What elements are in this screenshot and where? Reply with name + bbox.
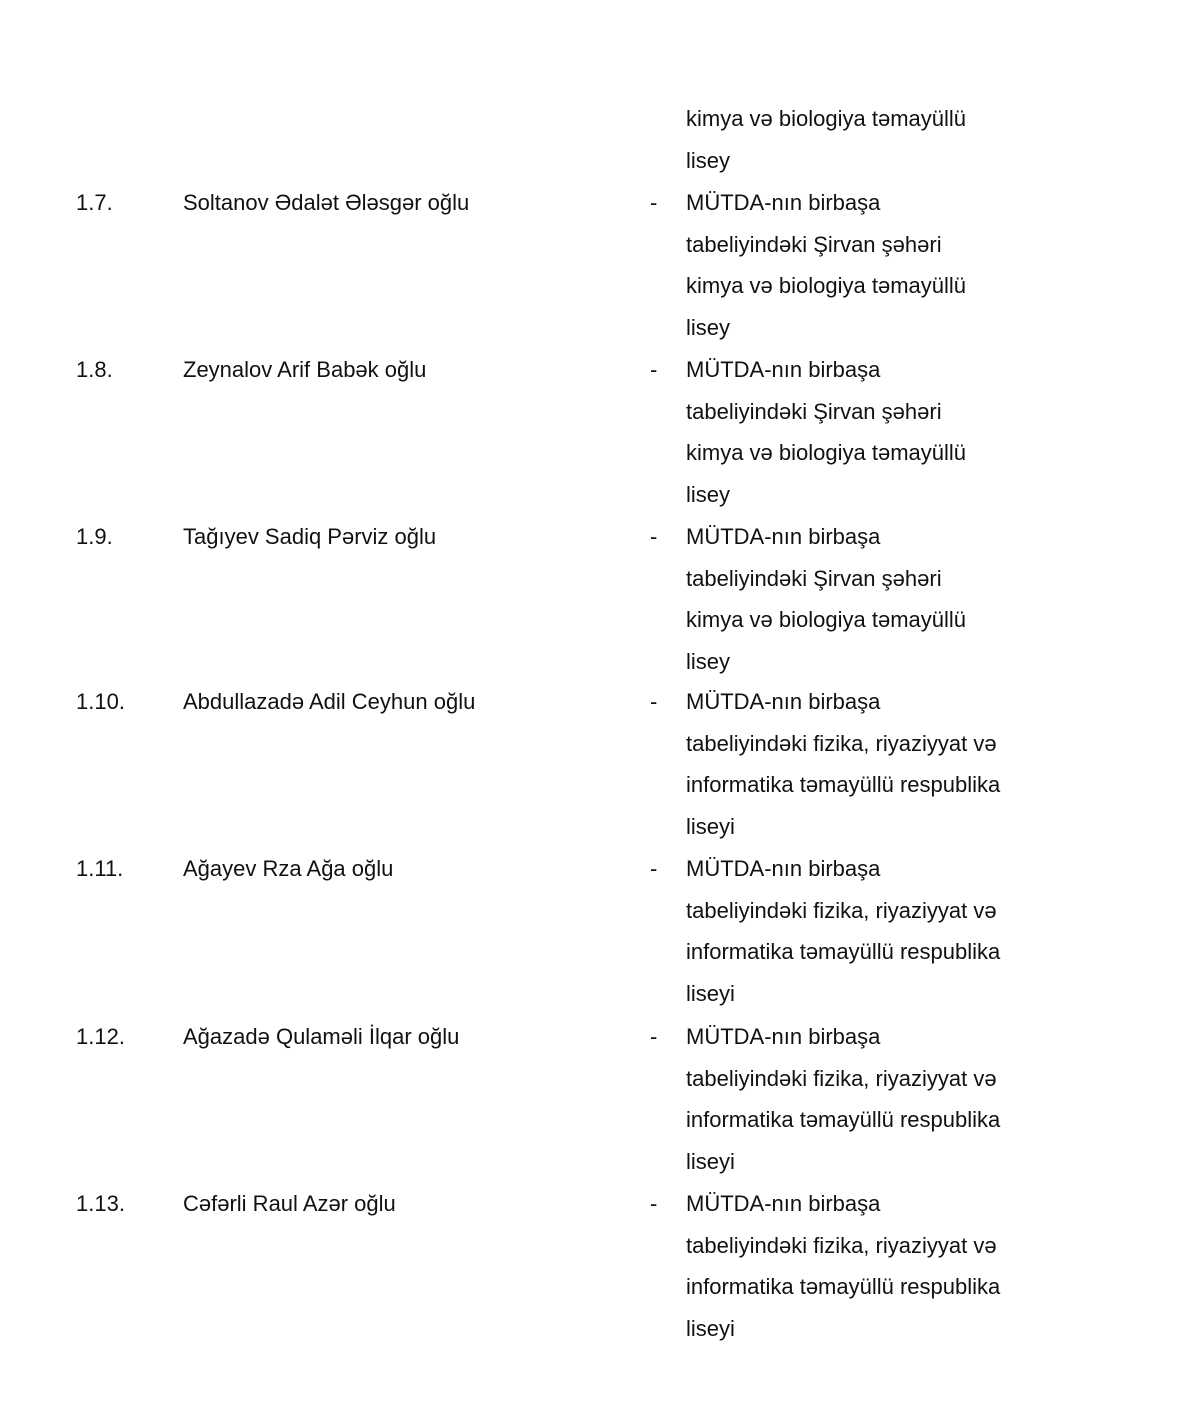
description-line: kimya və biologiya təmayüllü — [686, 607, 967, 633]
description-line: tabeliyindəki fizika, riyaziyyat və — [686, 1232, 997, 1258]
description-line: kimya və biologiya təmayüllü — [686, 273, 967, 299]
description-line: informatika təmayüllü respublika — [686, 1107, 1001, 1133]
description-line: tabeliyindəki fizika, riyaziyyat və — [686, 730, 997, 756]
institution-description — [686, 349, 966, 516]
description-line: tabeliyindəki fizika, riyaziyyat və — [686, 1065, 997, 1091]
separator-dash: - — [650, 357, 658, 382]
person-name: Ağazadə Qulaməli İlqar oğlu — [183, 1024, 460, 1049]
description-line: MÜTDA-nın birbaşa — [686, 1191, 881, 1216]
item-number: 1.8. — [76, 357, 113, 382]
item-number: 1.9. — [76, 524, 113, 549]
description-line: tabeliyindəki fizika, riyaziyyat və — [686, 897, 997, 923]
description-line: tabeliyindəki Şirvan şəhəri — [686, 398, 942, 424]
institution-description — [686, 1016, 1000, 1183]
description-line: informatika təmayüllü respublika — [686, 1274, 1001, 1300]
description-line: MÜTDA-nın birbaşa — [686, 524, 881, 549]
description-line: kimya və biologiya təmayüllü — [686, 440, 967, 466]
description-line: lisey — [686, 147, 731, 173]
description-line: kimya və biologiya təmayüllü — [686, 106, 967, 131]
institution-description — [686, 1183, 1000, 1350]
separator-dash: - — [650, 190, 658, 215]
institution-description — [686, 516, 966, 683]
continued-description — [686, 98, 966, 181]
separator-dash: - — [650, 856, 658, 881]
item-number: 1.12. — [76, 1024, 125, 1049]
item-number: 1.11. — [76, 856, 124, 881]
institution-description — [686, 681, 1000, 848]
description-line: liseyi — [686, 1149, 735, 1175]
person-name: Cəfərli Raul Azər oğlu — [183, 1191, 396, 1216]
description-line: liseyi — [686, 814, 735, 840]
institution-description — [686, 848, 1000, 1015]
separator-dash: - — [650, 1191, 658, 1216]
description-line: tabeliyindəki Şirvan şəhəri — [686, 231, 942, 257]
person-name: Zeynalov Arif Babək oğlu — [183, 357, 427, 382]
description-line: lisey — [686, 649, 731, 675]
person-name: Ağayev Rza Ağa oğlu — [183, 856, 394, 881]
description-line: tabeliyindəki Şirvan şəhəri — [686, 565, 942, 591]
description-line: MÜTDA-nın birbaşa — [686, 190, 881, 215]
person-name: Abdullazadə Adil Ceyhun oğlu — [183, 689, 476, 714]
item-number: 1.7. — [76, 190, 113, 215]
description-line: informatika təmayüllü respublika — [686, 939, 1001, 965]
description-line: informatika təmayüllü respublika — [686, 772, 1001, 798]
description-line: liseyi — [686, 981, 735, 1007]
item-number: 1.10. — [76, 689, 125, 714]
item-number: 1.13. — [76, 1191, 125, 1216]
description-line: MÜTDA-nın birbaşa — [686, 689, 881, 714]
description-line: MÜTDA-nın birbaşa — [686, 1024, 881, 1049]
separator-dash: - — [650, 1024, 658, 1049]
institution-description — [686, 182, 966, 349]
description-line: MÜTDA-nın birbaşa — [686, 357, 881, 382]
separator-dash: - — [650, 689, 658, 714]
person-name: Soltanov Ədalət Ələsgər oğlu — [183, 190, 470, 215]
description-line: lisey — [686, 315, 731, 341]
description-line: lisey — [686, 482, 731, 508]
description-line: liseyi — [686, 1316, 735, 1342]
description-line: MÜTDA-nın birbaşa — [686, 856, 881, 881]
person-name: Tağıyev Sadiq Pərviz oğlu — [183, 524, 437, 549]
separator-dash: - — [650, 524, 658, 549]
